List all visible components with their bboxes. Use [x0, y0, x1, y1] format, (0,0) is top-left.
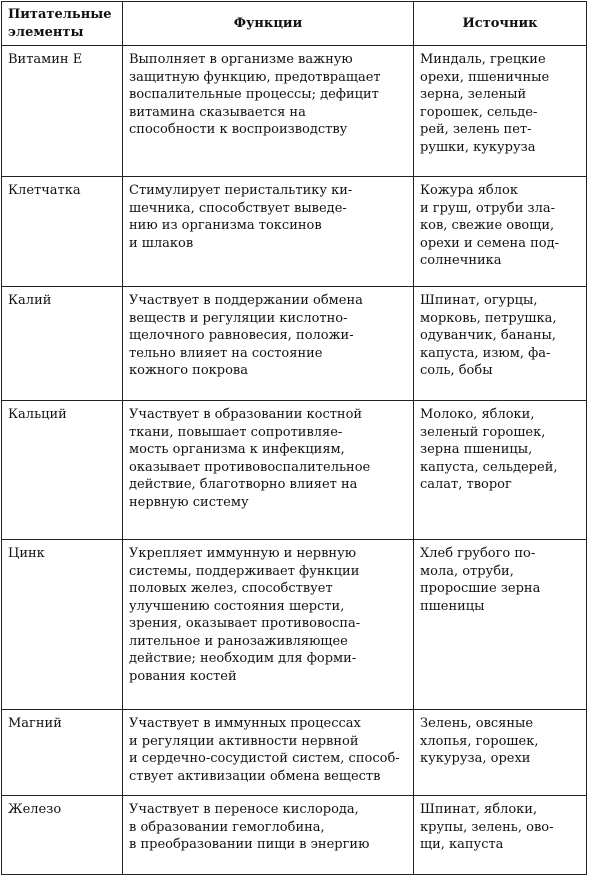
function-line: веществ и регуляции кислотно- [129, 310, 348, 326]
source-line: салат, творог [420, 477, 512, 492]
source-line: орехи, пшеничные [420, 69, 550, 85]
table-row [2, 177, 587, 287]
function-cell [123, 287, 414, 401]
source-line: проросшие зерна [420, 581, 541, 596]
source-cell [414, 710, 587, 796]
function-line: оказывает противовоспалительное [129, 459, 371, 475]
nutrient-name: Кальций [2, 401, 123, 540]
source-line: рушки, кукуруза [420, 139, 536, 155]
function-line: воспалительные процессы; дефицит [129, 87, 379, 102]
function-line: системы, поддерживает функции [129, 563, 360, 579]
function-line: Укрепляет иммунную и нервную [129, 546, 357, 561]
source-cell [414, 177, 587, 287]
function-line: мость организма к инфекциям, [129, 442, 345, 457]
header-nutrient-line: элементы [8, 24, 84, 40]
function-line: зрения, оказывает противовоспа- [129, 616, 361, 631]
source-line: горошек, сельде- [420, 104, 538, 120]
header-nutrient-line: Питательные [8, 7, 112, 22]
source-cell [414, 287, 587, 401]
source-line: Зелень, овсяные [420, 716, 534, 731]
function-line: способности к воспроизводству [129, 122, 348, 137]
function-line: Выполняет в организме важную [129, 52, 353, 67]
source-line: пшеницы [420, 598, 485, 614]
source-line: хлопья, горошек, [420, 733, 539, 749]
function-line: Участвует в поддержании обмена [129, 293, 363, 308]
function-line: нервную систему [129, 494, 249, 510]
source-cell [414, 401, 587, 540]
source-line: ков, свежие овощи, [420, 218, 555, 233]
source-line: Шпинат, огурцы, [420, 293, 538, 308]
function-line: действие, благотворно влияет на [129, 477, 358, 492]
source-line: одуванчик, бананы, [420, 328, 556, 343]
source-line: соль, бобы [420, 363, 493, 378]
nutrient-name: Цинк [2, 540, 123, 710]
source-line: Хлеб грубого по- [420, 546, 536, 561]
function-cell [123, 540, 414, 710]
function-cell [123, 177, 414, 287]
source-line: и груш, отруби зла- [420, 200, 556, 216]
source-line: мола, отруби, [420, 563, 514, 579]
header-source: Источник [414, 2, 587, 46]
source-line: солнечника [420, 253, 502, 268]
function-cell [123, 401, 414, 540]
nutrients-table [1, 1, 587, 875]
function-line: и шлаков [129, 235, 194, 251]
function-line: и сердечно-сосудистой систем, способ- [129, 751, 400, 766]
function-cell [123, 46, 414, 177]
source-cell [414, 46, 587, 177]
function-line: действие; необходим для форми- [129, 651, 357, 666]
function-line: в образовании гемоглобина, [129, 819, 325, 835]
source-cell [414, 540, 587, 710]
table-row [2, 46, 587, 177]
table-row [2, 796, 587, 875]
source-line: Миндаль, грецкие [420, 52, 546, 67]
function-line: щелочного равновесия, положи- [129, 328, 354, 343]
nutrient-name: Витамин Е [2, 46, 123, 177]
function-line: витамина сказывается на [129, 104, 306, 120]
function-line: Стимулирует перистальтику ки- [129, 183, 353, 198]
source-line: зерна, зеленый [420, 87, 527, 102]
header-function: Функции [123, 2, 414, 46]
function-line: шечника, способствует выведе- [129, 200, 347, 216]
table-row [2, 540, 587, 710]
function-line: Участвует в переносе кислорода, [129, 802, 359, 817]
source-line: Шпинат, яблоки, [420, 802, 538, 817]
function-cell [123, 796, 414, 875]
function-line: Участвует в иммунных процессах [129, 716, 361, 731]
function-line: защитную функцию, предотвращает [129, 69, 381, 85]
source-line: зеленый горошек, [420, 424, 546, 440]
function-line: кожного покрова [129, 363, 249, 378]
source-line: крупы, зелень, ово- [420, 819, 554, 835]
function-line: тельно влияет на состояние [129, 345, 323, 361]
function-line: нию из организма токсинов [129, 218, 322, 233]
function-line: и регуляции активности нервной [129, 733, 359, 749]
source-line: щи, капуста [420, 837, 504, 852]
header-nutrient [2, 2, 123, 46]
source-line: Молоко, яблоки, [420, 407, 535, 422]
function-line: улучшению состояния шерсти, [129, 598, 345, 614]
nutrient-name: Калий [2, 287, 123, 401]
source-line: зерна пшеницы, [420, 442, 533, 457]
function-line: ствует активизации обмена веществ [129, 768, 381, 784]
function-line: Участвует в образовании костной [129, 407, 363, 422]
function-line: рования костей [129, 668, 237, 684]
table-row [2, 287, 587, 401]
function-cell [123, 710, 414, 796]
nutrient-name: Клетчатка [2, 177, 123, 287]
table-row [2, 710, 587, 796]
source-line: рей, зелень пет- [420, 122, 532, 137]
function-line: половых желез, способствует [129, 581, 333, 596]
table-row [2, 401, 587, 540]
function-line: в преобразовании пищи в энергию [129, 837, 370, 852]
table-header-row [2, 2, 587, 46]
source-line: морковь, петрушка, [420, 310, 557, 326]
nutrient-name: Магний [2, 710, 123, 796]
table-body [2, 46, 587, 875]
source-cell [414, 796, 587, 875]
nutrient-name: Железо [2, 796, 123, 875]
source-line: кукуруза, орехи [420, 751, 531, 766]
source-line: орехи и семена под- [420, 235, 559, 251]
source-line: Кожура яблок [420, 183, 518, 198]
source-line: капуста, сельдерей, [420, 459, 558, 475]
source-line: капуста, изюм, фа- [420, 345, 551, 361]
function-line: лительное и ранозаживляющее [129, 633, 348, 649]
function-line: ткани, повышает сопротивляе- [129, 424, 343, 440]
